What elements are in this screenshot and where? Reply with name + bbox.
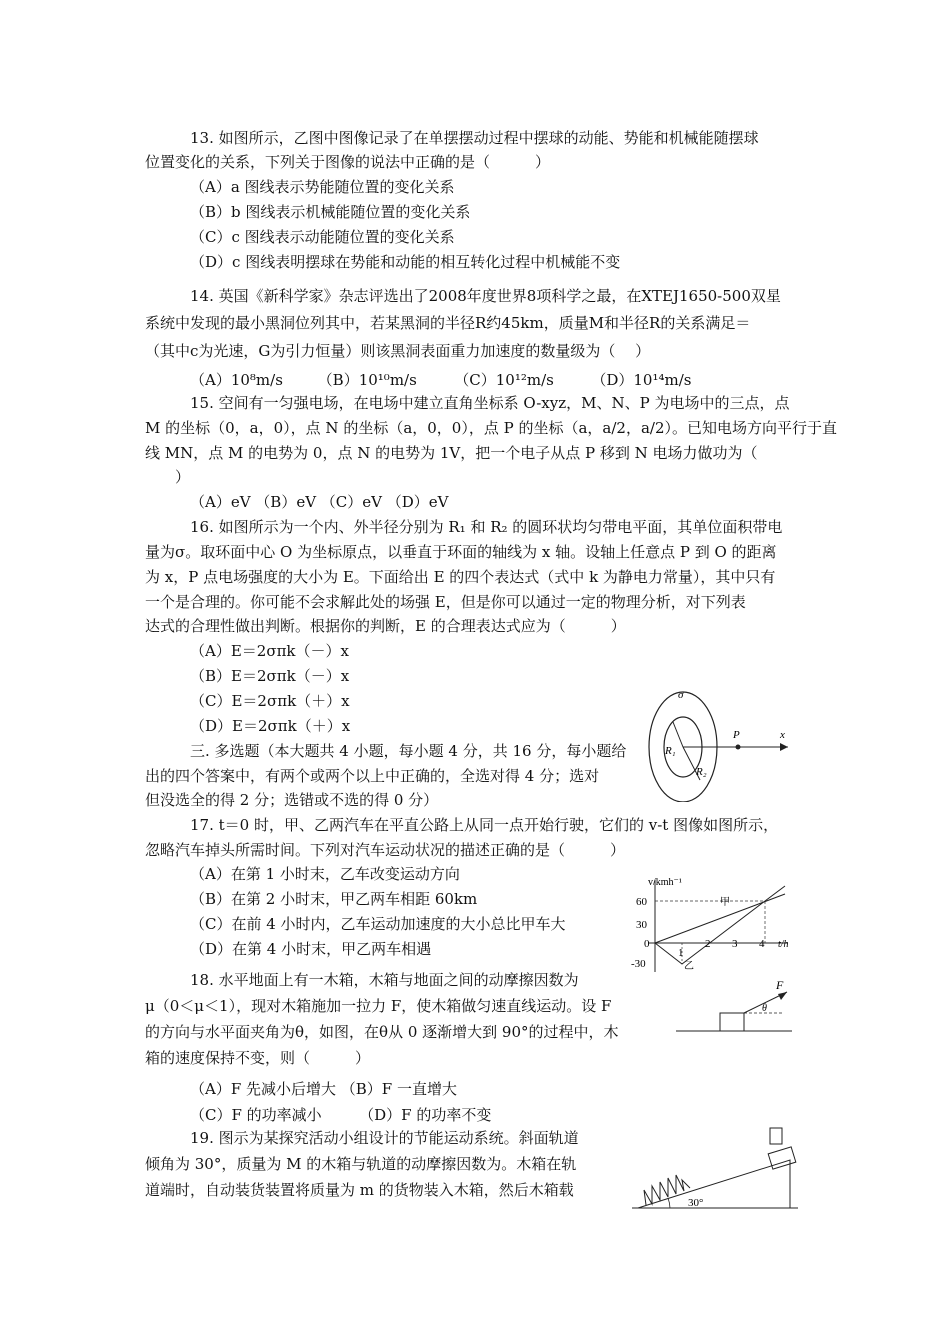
ytick-neg30: -30 [631,958,646,970]
q15-stem-line3: 线 MN，点 M 的电势为 0，点 N 的电势为 1V，把一个电子从点 P 移到 N 电场力做功为（ [145,444,758,462]
q17-option-c: （C）在前 4 小时内，乙车运动加速度的大小总比甲车大 [190,915,566,933]
q13-option-d: （D）c 图线表明摆球在势能和动能的相互转化过程中机械能不变 [190,253,621,271]
wooden-box [768,1147,796,1169]
angle-label: 30° [688,1197,704,1209]
q18-stem-line1: 18. 水平地面上有一木箱，木箱与地面之间的动摩擦因数为 [190,971,579,989]
series-label-jia: 甲 [720,897,730,908]
q19-stem-line2: 倾角为 30°，质量为 M 的木箱与轨道的动摩擦因数为。木箱在轨 [145,1155,577,1173]
q17-vt-chart [628,872,798,976]
x-label: x [780,729,785,741]
q16-stem-line1: 16. 如图所示为一个内、外半径分别为 R₁ 和 R₂ 的圆环状均匀带电平面，其单位面积带电 [190,518,783,536]
q13-option-b: （B）b 图线表示机械能随位置的变化关系 [190,203,471,221]
q15-stem-line4: ） [175,468,191,486]
r2-label: R₂ [696,766,707,778]
xtick-4: 4 [759,938,765,950]
q14-stem-line1: 14. 英国《新科学家》杂志评选出了2008年度世界8项科学之最，在XTEJ1650-500双星 [190,287,781,305]
q15-options: （A）eV （B）eV （C）eV （D）eV [190,493,449,511]
q16-option-c: （C）E＝2σπk（＋）x [190,692,350,710]
series-label-yi: 乙 [684,961,694,972]
q15-stem-line2: M 的坐标（0，a，0），点 N 的坐标（a，0，0），点 P 的坐标（a，a/2，a/2）。已知电场方向平行于直 [145,419,838,437]
section3-heading-line3: 但没选全的得 2 分；选错或不选的得 0 分） [145,791,439,809]
q18-stem-line2: μ（0＜μ＜1），现对木箱施加一拉力 F，使木箱做匀速直线运动。设 F [145,997,612,1015]
q19-stem-line1: 19. 图示为某探究活动小组设计的节能运动系统。斜面轨道 [190,1129,579,1147]
q13-stem-line2: 位置变化的关系，下列关于图像的说法中正确的是（ ） [145,153,551,171]
q17-option-b: （B）在第 2 小时末，甲乙两车相距 60km [190,890,478,908]
x-axis-arrow [780,743,788,751]
q19-incline-figure [630,1120,800,1212]
q17-stem-line1: 17. t＝0 时，甲、乙两汽车在平直公路上从同一点开始行驶，它们的 v-t 图像如图所示， [190,816,779,834]
section3-heading-line1: 三. 多选题（本大题共 4 小题，每小题 4 分，共 16 分，每小题给 [190,742,627,760]
force-arrow [778,992,787,1000]
q13-option-a: （A）a 图线表示势能随位置的变化关系 [190,178,455,196]
p-label: P [733,729,740,741]
q17-option-d: （D）在第 4 小时末，甲乙两车相遇 [190,940,432,958]
q19-stem-line3: 道端时，自动装货装置将质量为 m 的货物装入木箱，然后木箱载 [145,1181,574,1199]
ytick-60: 60 [636,896,647,908]
q18-box-figure [672,976,796,1036]
q14-options: （A）10⁸m/s （B）10¹⁰m/s （C）10¹²m/s （D）10¹⁴m/s [190,371,692,389]
angle-arc [668,1198,670,1208]
q16-stem-line5: 达式的合理性做出判断。根据你的判断，E 的合理表达式应为（ ） [145,617,626,635]
q16-option-b: （B）E＝2σπk（－）x [190,667,350,685]
q16-ring-figure [638,682,798,802]
q18-stem-line3: 的方向与水平面夹角为θ，如图，在θ从 0 逐渐增大到 90°的过程中，木 [145,1023,619,1041]
cargo-block [770,1128,782,1144]
q13-option-c: （C）c 图线表示动能随位置的变化关系 [190,228,455,246]
ytick-0: 0 [644,938,650,950]
force-label: F [776,978,784,992]
q17-option-a: （A）在第 1 小时末，乙车改变运动方向 [190,865,460,883]
q17-stem-line2: 忽略汽车掉头所需时间。下列对汽车运动状况的描述正确的是（ ） [145,841,626,859]
spring-icon [644,1175,690,1205]
r1-label: R₁ [665,745,676,757]
q14-stem-line3: （其中c为光速，G为引力恒量）则该黑洞表面重力加速度的数量级为（ ） [145,342,651,360]
t-axis-label: t/h [778,939,789,950]
sigma-label: σ [678,689,684,701]
q18-options-ab: （A）F 先减小后增大 （B）F 一直增大 [190,1080,457,1098]
r1-line [673,722,683,747]
q13-stem-line1: 13. 如图所示，乙图中图像记录了在单摆摆动过程中摆球的动能、势能和机械能随摆球 [190,129,759,147]
q16-stem-line4: 一个是合理的。你可能不会求解此处的场强 E，但是你可以通过一定的物理分析，对下列表 [145,593,746,611]
v-axis-label: v/kmh⁻¹ [648,877,682,888]
q16-option-a: （A）E＝2σπk（－）x [190,642,349,660]
q16-option-d: （D）E＝2σπk（＋）x [190,717,351,735]
theta-label: θ [762,1003,767,1014]
q16-stem-line2: 量为σ。取环面中心 O 为坐标原点，以垂直于环面的轴线为 x 轴。设轴上任意点 P 到 O 的距离 [145,543,777,561]
wooden-box [720,1013,744,1031]
q15-stem-line1: 15. 空间有一匀强电场，在电场中建立直角坐标系 O-xyz，M、N、P 为电场中的三点，点 [190,394,790,412]
section3-heading-line2: 出的四个答案中，有两个或两个以上中正确的，全选对得 4 分；选对 [145,767,600,785]
q18-options-cd: （C）F 的功率减小 （D）F 的功率不变 [190,1106,492,1124]
q16-stem-line3: 为 x，P 点电场强度的大小为 E。下面给出 E 的四个表达式（式中 k 为静电力常量），其中只有 [145,568,776,586]
ytick-30: 30 [636,919,647,931]
xtick-3: 3 [732,938,738,950]
xtick-2: 2 [705,938,711,950]
q14-stem-line2: 系统中发现的最小黑洞位列其中，若某黑洞的半径R约45km，质量M和半径R的关系满足＝ [145,314,751,332]
xtick-1: 1 [678,947,684,959]
q18-stem-line4: 箱的速度保持不变，则（ ） [145,1049,371,1067]
point-p [736,745,741,750]
